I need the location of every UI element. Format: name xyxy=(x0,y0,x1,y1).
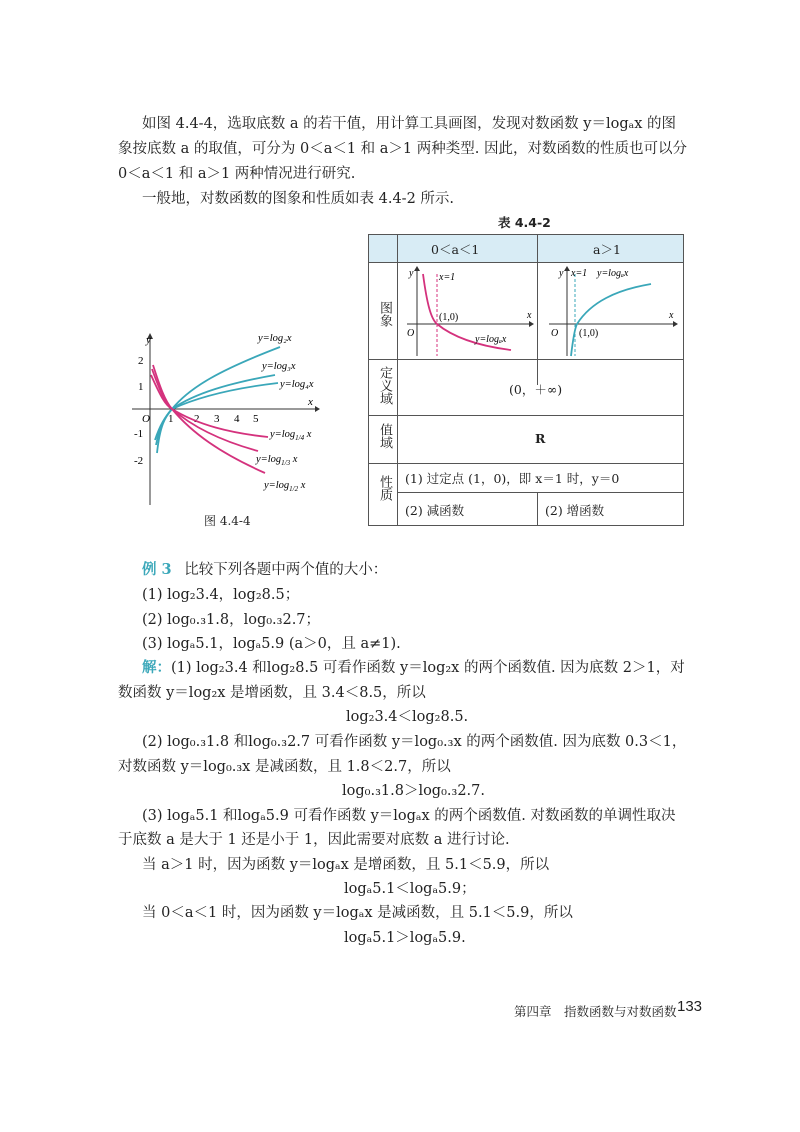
figure-caption: 图 4.4-4 xyxy=(204,514,251,528)
label-log2: y=log₂x xyxy=(258,333,292,344)
prop-common: (1) 过定点 (1，0)，即 x＝1 时，y＝0 xyxy=(405,471,620,486)
svg-text:O: O xyxy=(551,328,559,339)
solution-label: 解： xyxy=(142,659,171,676)
solution-line-3f: logₐ5.1＞logₐ5.9. xyxy=(344,930,466,946)
y-tick-2: 2 xyxy=(138,355,144,367)
question-3: (3) logₐ5.1，logₐ5.9 (a＞0，且 a≠1). xyxy=(142,636,401,652)
example-heading xyxy=(142,560,387,580)
y-tick-neg2: -2 xyxy=(134,455,144,467)
x-tick-2: 2 xyxy=(194,413,200,425)
solution-line-3c: 当 a＞1 时，因为函数 y＝logₐx 是增函数，且 5.1＜5.9，所以 xyxy=(142,857,550,873)
label-log4: y=log₄x xyxy=(280,379,314,390)
domain-value: (0，＋∞) xyxy=(509,382,563,397)
question-1: (1) log₂3.4，log₂8.5； xyxy=(142,587,300,603)
figure-4-4-4 xyxy=(120,325,320,505)
table-title: 表 4.4-2 xyxy=(498,215,551,230)
y-tick-neg1: -1 xyxy=(134,428,144,440)
row-label-range: 值域 xyxy=(377,423,392,449)
graph-decreasing xyxy=(399,264,535,358)
svg-text:y=logₐx: y=logₐx xyxy=(475,334,507,345)
table-header-row xyxy=(369,235,683,263)
label-log-half: $y=\log_{1/2}$ x xyxy=(264,480,306,493)
y-tick-1: 1 xyxy=(138,381,144,393)
chapter-footer: 第四章 指数函数与对数函数 xyxy=(514,1004,677,1019)
example-label: 例 3 xyxy=(142,561,172,578)
graph-increasing xyxy=(541,264,681,358)
curve-log-quarter xyxy=(153,365,268,437)
prop-right: (2) 增函数 xyxy=(545,503,605,518)
solution-line-3b: 于底数 a 是大于 1 还是小于 1，因此需要对底数 a 进行讨论. xyxy=(118,832,510,848)
range-value: R xyxy=(535,431,546,446)
solution-line-1b: 数函数 y＝log₂x 是增函数，且 3.4＜8.5，所以 xyxy=(118,685,426,701)
origin-label: O xyxy=(142,413,150,425)
intro-line-2: 象按底数 a 的取值，可分为 0＜a＜1 和 a＞1 两种类型. 因此，对数函数的性质也可以分 xyxy=(118,141,687,157)
x-tick-5: 5 xyxy=(253,413,259,425)
solution-line-3e: 当 0＜a＜1 时，因为函数 y＝logₐx 是减函数，且 5.1＜5.9，所以 xyxy=(142,905,573,921)
intro-line-1: 如图 4.4-4，选取底数 a 的若干值，用计算工具画图，发现对数函数 y＝logₐx 的图 xyxy=(142,116,676,132)
header-right: a＞1 xyxy=(593,242,621,257)
x-tick-4: 4 xyxy=(234,413,240,425)
row-label-domain: 定义域 xyxy=(377,366,392,405)
example-prompt: 比较下列各题中两个值的大小： xyxy=(184,562,388,578)
svg-text:O: O xyxy=(407,328,415,339)
solution-line-2a: (2) log₀.₃1.8 和log₀.₃2.7 可看作函数 y＝log₀.₃x 的两个函数值. 因为底数 0.3＜1， xyxy=(142,734,687,750)
svg-text:x: x xyxy=(527,310,532,321)
header-left: 0＜a＜1 xyxy=(431,242,480,257)
solution-line-3a: (3) logₐ5.1 和logₐ5.9 可看作函数 y＝logₐx 的两个函数值. 对数函数的单调性取决 xyxy=(142,808,676,824)
label-log-quarter: $y=\log_{1/4}$ x xyxy=(270,429,312,442)
y-axis-label: y xyxy=(146,334,151,346)
svg-text:x=1: x=1 xyxy=(571,268,588,279)
solution-line-1a: 解：(1) log₂3.4 和log₂8.5 可看作函数 y＝log₂x 的两个函数值. 因为底数 2＞1，对 xyxy=(142,659,685,676)
svg-text:y: y xyxy=(409,268,414,279)
solution-line-2c: log₀.₃1.8＞log₀.₃2.7. xyxy=(342,783,485,799)
svg-text:(1,0): (1,0) xyxy=(439,312,459,323)
label-log-third: $y=\log_{1/3}$ x xyxy=(256,454,298,467)
prop-left: (2) 减函数 xyxy=(405,503,465,518)
solution-line-1c: log₂3.4＜log₂8.5. xyxy=(346,709,469,725)
svg-text:y: y xyxy=(559,268,564,279)
intro-line-3: 0＜a＜1 和 a＞1 两种情况进行研究. xyxy=(118,166,356,182)
svg-text:(1,0): (1,0) xyxy=(579,328,599,339)
svg-text:x: x xyxy=(669,310,674,321)
question-2: (2) log₀.₃1.8，log₀.₃2.7； xyxy=(142,612,321,628)
label-log3: y=log₃x xyxy=(262,361,296,372)
x-tick-3: 3 xyxy=(214,413,220,425)
x-axis-arrow xyxy=(315,406,320,412)
svg-text:y=logₐx: y=logₐx xyxy=(597,268,629,279)
svg-text:x=1: x=1 xyxy=(439,272,456,283)
solution-line-3d: logₐ5.1＜logₐ5.9； xyxy=(344,881,476,897)
x-axis-label: x xyxy=(308,396,313,408)
row-label-graph: 图象 xyxy=(377,301,392,327)
page-number: 133 xyxy=(677,998,703,1015)
row-label-props: 性质 xyxy=(377,475,392,501)
x-tick-1: 1 xyxy=(168,413,174,425)
property-table xyxy=(368,234,684,526)
solution-line-2b: 对数函数 y＝log₀.₃x 是减函数，且 1.8＜2.7，所以 xyxy=(118,759,451,775)
intro-line-4: 一般地，对数函数的图象和性质如表 4.4-2 所示. xyxy=(142,191,455,207)
